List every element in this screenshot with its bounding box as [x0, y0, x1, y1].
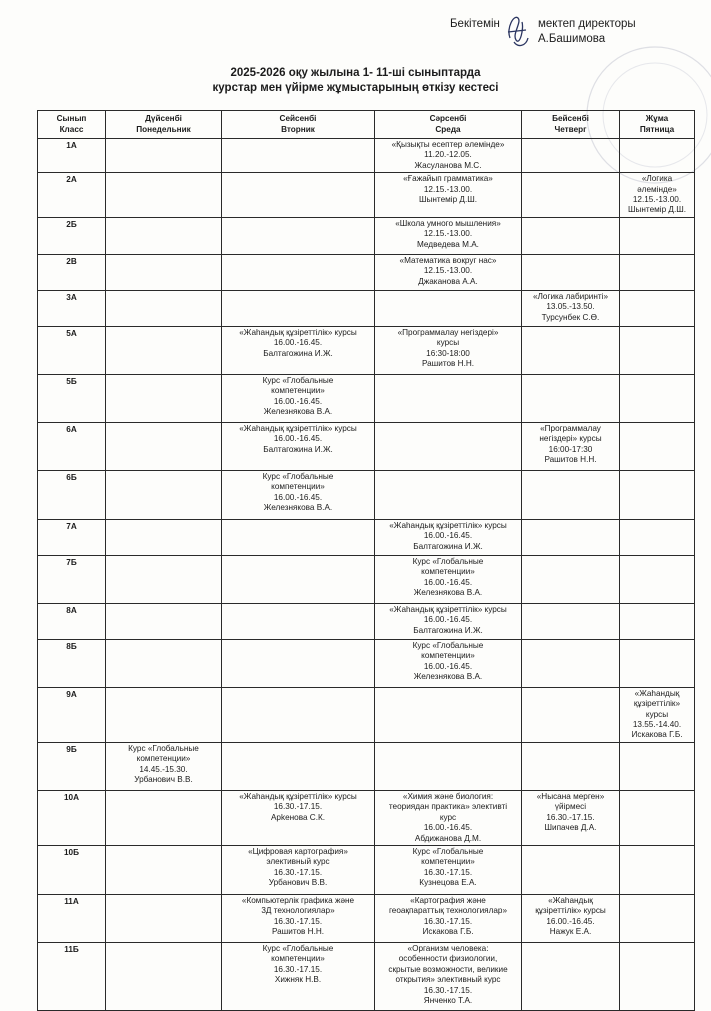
course-line: компетенции»: [136, 754, 191, 764]
course-line: Искакова Г.Б.: [631, 730, 683, 740]
schedule-row: [38, 422, 695, 470]
course-line: компетенции»: [421, 857, 475, 867]
course-line: 16.00.-16.45.: [423, 577, 473, 587]
course-line: Курс «Глобальные: [412, 640, 484, 650]
class-cell: 3А: [38, 290, 106, 326]
course-line: Шынтемір Д.Ш.: [628, 205, 686, 215]
course-cell-wed: [375, 326, 522, 374]
schedule-row: [38, 374, 695, 422]
class-cell: 2А: [38, 173, 106, 218]
course-cell-tue: [222, 326, 375, 374]
header-ru-label: Среда: [435, 124, 461, 134]
course-cell-thu: [522, 742, 620, 790]
course-line: 16.30.-17.15.: [423, 985, 473, 995]
class-cell: 2Б: [38, 217, 106, 254]
course-line: «Математика вокруг нас»: [399, 255, 497, 265]
course-cell-mon: [106, 639, 222, 687]
course-cell-fri: [620, 942, 695, 1010]
header-ru-label: Вторник: [281, 124, 315, 134]
course-cell-tue: [222, 639, 375, 687]
course-line: «Жаһандық құзіреттілік» курсы: [239, 327, 357, 337]
course-line: 12.15.-13.00.: [423, 229, 473, 239]
schedule-row: [38, 254, 695, 290]
course-line: құзіреттілік» курсы: [535, 906, 606, 916]
course-line: курсы: [436, 338, 460, 348]
class-cell: 8А: [38, 603, 106, 639]
course-line: Курс «Глобальные: [128, 743, 199, 753]
course-cell-wed: [375, 555, 522, 603]
course-cell-tue: [222, 845, 375, 894]
course-cell-fri: [620, 217, 695, 254]
course-cell-thu: [522, 290, 620, 326]
course-cell-mon: [106, 845, 222, 894]
schedule-row: [38, 603, 695, 639]
schedule-row: [38, 326, 695, 374]
schedule-row: [38, 845, 695, 894]
course-line: скрытые возможности, великие: [388, 964, 508, 974]
course-line: «Қызықты есептер әлемінде»: [391, 140, 505, 149]
course-line: «Жаһандық: [548, 895, 593, 905]
course-line: «Цифровая картография»: [248, 846, 348, 856]
schedule-row: [38, 290, 695, 326]
header-kk-label: Сынып: [56, 114, 87, 124]
course-cell-mon: [106, 217, 222, 254]
header-cell: [38, 111, 106, 139]
course-line: «Жаһандық: [634, 688, 680, 698]
course-cell-tue: [222, 374, 375, 422]
course-cell-fri: [620, 687, 695, 742]
course-line: 16:30-18:00: [426, 348, 470, 358]
course-cell-fri: [620, 139, 695, 173]
course-cell-thu: [522, 173, 620, 218]
course-cell-wed: [375, 374, 522, 422]
course-line: «Логика лабиринті»: [533, 291, 608, 301]
class-cell: 9А: [38, 687, 106, 742]
course-line: Янченко Т.А.: [423, 995, 473, 1005]
course-line: компетенции»: [271, 386, 325, 396]
course-line: 12.15.-13.00.: [423, 184, 473, 194]
header-kk-label: Сейсенбі: [279, 114, 317, 124]
class-cell: 7Б: [38, 555, 106, 603]
course-cell-thu: [522, 139, 620, 173]
course-cell-thu: [522, 603, 620, 639]
course-cell-thu: [522, 555, 620, 603]
course-line: Джаканова А.А.: [418, 276, 478, 286]
header-cell: [375, 111, 522, 139]
course-cell-tue: [222, 254, 375, 290]
course-cell-fri: [620, 894, 695, 942]
course-line: Хижняк Н.В.: [274, 975, 322, 985]
course-line: Курс «Глобальные: [412, 556, 484, 566]
course-cell-wed: [375, 173, 522, 218]
schedule-row: [38, 470, 695, 519]
course-line: 16.00.-16.45.: [546, 916, 595, 926]
schedule-row: [38, 519, 695, 555]
course-cell-thu: [522, 519, 620, 555]
course-line: открытия» элективный курс: [395, 975, 501, 985]
schedule-row: [38, 742, 695, 790]
course-line: «Организм человека:: [407, 943, 489, 953]
course-line: Рашитов Н.Н.: [271, 927, 325, 937]
course-line: 13.05.-13.50.: [546, 302, 595, 312]
schedule-row: [38, 173, 695, 218]
header-kk-label: Дүйсенбі: [145, 114, 182, 124]
course-line: компетенции»: [421, 567, 475, 577]
header-cell: [222, 111, 375, 139]
course-line: 16.30.-17.15.: [546, 812, 595, 822]
class-cell: 11А: [38, 894, 106, 942]
course-line: 16.00.-16.45.: [273, 396, 323, 406]
course-cell-tue: [222, 470, 375, 519]
schedule-row: [38, 139, 695, 173]
course-cell-tue: [222, 742, 375, 790]
course-line: 16.00.-16.45.: [423, 823, 473, 833]
approval-label: Бекітемін: [450, 18, 500, 30]
course-cell-thu: [522, 845, 620, 894]
course-cell-wed: [375, 254, 522, 290]
course-cell-fri: [620, 290, 695, 326]
course-line: «Жаһандық құзіреттілік» курсы: [389, 520, 507, 530]
schedule-row: [38, 687, 695, 742]
course-cell-mon: [106, 942, 222, 1010]
course-line: «Жаһандық құзіреттілік» курсы: [239, 423, 357, 433]
schedule-row: [38, 639, 695, 687]
course-line: құзіреттілік» курсы: [633, 699, 681, 719]
course-line: Балтагожина И.Ж.: [413, 541, 483, 551]
class-cell: 10А: [38, 790, 106, 845]
course-line: Жасуланова М.С.: [414, 160, 482, 170]
course-cell-wed: [375, 603, 522, 639]
course-line: «Жаһандық құзіреттілік» курсы: [389, 604, 507, 614]
course-line: «Компьютерлік графика және: [241, 895, 355, 905]
course-line: компетенции»: [271, 954, 325, 964]
course-cell-wed: [375, 687, 522, 742]
header-cell: [106, 111, 222, 139]
schedule-row: [38, 942, 695, 1010]
course-cell-wed: [375, 942, 522, 1010]
course-line: 16.00.-16.45.: [423, 661, 473, 671]
course-cell-mon: [106, 374, 222, 422]
course-line: Железнякова В.А.: [413, 672, 483, 682]
title-line-1: 2025-2026 оқу жылына 1- 11-ші сыныптарда: [230, 67, 481, 79]
course-line: 16.30.-17.15.: [423, 867, 473, 877]
schedule-table: [37, 110, 695, 1011]
course-cell-tue: [222, 290, 375, 326]
header-ru-label: Класс: [59, 124, 84, 134]
course-line: Железнякова В.А.: [263, 407, 333, 417]
course-line: Шипачев Д.А.: [544, 823, 597, 833]
class-cell: 2В: [38, 254, 106, 290]
course-line: компетенции»: [271, 482, 325, 492]
schedule-row: [38, 790, 695, 845]
course-line: 16.30.-17.15.: [273, 964, 323, 974]
course-line: элективный курс: [266, 857, 330, 867]
course-cell-fri: [620, 742, 695, 790]
header-kk-label: Сәрсенбі: [429, 114, 467, 124]
class-cell: 8Б: [38, 639, 106, 687]
title-line-2: курстар мен үйірме жұмыстарының өткізу кестесі: [212, 82, 499, 94]
class-cell: 10Б: [38, 845, 106, 894]
course-line: Абдижанова Д.М.: [414, 833, 482, 843]
course-cell-tue: [222, 894, 375, 942]
course-cell-mon: [106, 603, 222, 639]
course-line: «Программалау: [540, 423, 601, 433]
course-cell-thu: [522, 470, 620, 519]
course-line: Курс «Глобальные: [412, 846, 484, 856]
course-line: 16.30.-17.15.: [273, 802, 323, 812]
course-cell-mon: [106, 422, 222, 470]
course-line: 16.30.-17.15.: [423, 916, 473, 926]
course-line: «Картография және: [410, 895, 486, 905]
course-cell-fri: [620, 470, 695, 519]
course-line: 3Д технологиялар»: [261, 906, 335, 916]
director-name: А.Башимова: [538, 33, 606, 45]
course-line: Рашитов Н.Н.: [544, 455, 597, 465]
course-line: «Логика әлемінде»: [637, 174, 677, 194]
course-cell-thu: [522, 422, 620, 470]
course-cell-fri: [620, 173, 695, 218]
course-cell-fri: [620, 639, 695, 687]
course-cell-tue: [222, 603, 375, 639]
course-line: теориядан практика» элективті: [388, 802, 508, 812]
class-cell: 6Б: [38, 470, 106, 519]
class-cell: 5Б: [38, 374, 106, 422]
course-line: Арkенова С.К.: [270, 812, 326, 822]
course-line: Железнякова В.А.: [263, 503, 333, 513]
course-cell-wed: [375, 894, 522, 942]
course-line: 13.55.-14.40.: [632, 720, 682, 730]
course-line: Урбанович В.В.: [134, 775, 193, 785]
course-cell-wed: [375, 470, 522, 519]
course-line: негіздері» курсы: [539, 434, 602, 444]
course-cell-mon: [106, 790, 222, 845]
course-line: 16.00.-16.45.: [423, 531, 473, 541]
course-cell-mon: [106, 326, 222, 374]
course-cell-mon: [106, 173, 222, 218]
course-line: 16.00.-16.45.: [273, 338, 323, 348]
course-cell-tue: [222, 139, 375, 173]
class-cell: 11Б: [38, 942, 106, 1010]
course-cell-thu: [522, 326, 620, 374]
course-cell-wed: [375, 845, 522, 894]
course-line: «Нысана мерген»: [536, 791, 605, 801]
course-cell-thu: [522, 374, 620, 422]
course-cell-tue: [222, 942, 375, 1010]
signature-icon: [500, 8, 534, 52]
class-cell: 6А: [38, 422, 106, 470]
course-cell-wed: [375, 422, 522, 470]
course-line: 16.30.-17.15.: [273, 916, 323, 926]
course-line: особенности физиологии,: [398, 954, 498, 964]
course-line: Курс «Глобальные: [262, 471, 334, 481]
course-cell-mon: [106, 555, 222, 603]
course-cell-thu: [522, 687, 620, 742]
course-line: Кузнецова Е.А.: [419, 878, 477, 888]
class-cell: 9Б: [38, 742, 106, 790]
course-line: «Жаһандық құзіреттілік» курсы: [239, 791, 357, 801]
course-cell-fri: [620, 254, 695, 290]
class-cell: 7А: [38, 519, 106, 555]
course-cell-mon: [106, 687, 222, 742]
course-cell-wed: [375, 742, 522, 790]
course-line: Рашитов Н.Н.: [421, 359, 475, 369]
course-line: 16.30.-17.15.: [273, 867, 323, 877]
course-cell-wed: [375, 290, 522, 326]
course-cell-thu: [522, 894, 620, 942]
course-cell-wed: [375, 217, 522, 254]
course-line: Урбанович В.В.: [268, 878, 328, 888]
course-cell-tue: [222, 687, 375, 742]
course-line: үйірмесі: [554, 802, 587, 812]
course-cell-wed: [375, 519, 522, 555]
course-cell-fri: [620, 790, 695, 845]
course-line: 14.45.-15.30.: [139, 764, 188, 774]
course-line: 16.00.-16.45.: [423, 615, 473, 625]
course-cell-thu: [522, 254, 620, 290]
course-line: Курс «Глобальные: [262, 375, 334, 385]
course-cell-mon: [106, 894, 222, 942]
course-cell-tue: [222, 790, 375, 845]
course-cell-mon: [106, 290, 222, 326]
course-cell-thu: [522, 639, 620, 687]
course-cell-wed: [375, 639, 522, 687]
header-kk-label: Бейсенбі: [552, 114, 589, 124]
course-line: «Ғажайып грамматика»: [403, 174, 493, 184]
course-line: Нажук Е.А.: [549, 927, 592, 937]
class-cell: 1А: [38, 139, 106, 173]
course-cell-fri: [620, 555, 695, 603]
course-line: 16.00.-16.45.: [273, 434, 323, 444]
course-line: Железнякова В.А.: [413, 588, 483, 598]
course-line: «Программалау негіздері»: [397, 327, 499, 337]
schedule-row: [38, 894, 695, 942]
course-cell-wed: [375, 790, 522, 845]
course-cell-fri: [620, 422, 695, 470]
course-cell-mon: [106, 470, 222, 519]
course-line: геоақпараттық технологиялар»: [388, 906, 508, 916]
course-line: «Школа умного мышления»: [395, 218, 501, 228]
course-cell-fri: [620, 603, 695, 639]
course-line: Курс «Глобальные: [262, 943, 334, 953]
course-cell-fri: [620, 519, 695, 555]
course-line: Искакова Г.Б.: [422, 927, 474, 937]
course-cell-mon: [106, 254, 222, 290]
header-cell: [522, 111, 620, 139]
course-line: 16:00-17:30: [548, 444, 593, 454]
header-ru-label: Пятница: [639, 124, 675, 134]
course-line: Балтагожина И.Ж.: [263, 444, 333, 454]
document-title: [0, 66, 711, 96]
header-kk-label: Жұма: [645, 114, 669, 124]
course-cell-thu: [522, 217, 620, 254]
class-cell: 5А: [38, 326, 106, 374]
course-cell-fri: [620, 374, 695, 422]
course-line: 11.20.-12.05.: [424, 150, 472, 160]
director-position: мектеп директоры: [538, 18, 636, 30]
course-line: компетенции»: [421, 651, 475, 661]
header-ru-label: Четверг: [554, 124, 587, 134]
course-line: курс: [439, 812, 457, 822]
schedule-row: [38, 555, 695, 603]
header-cell: [620, 111, 695, 139]
course-cell-tue: [222, 173, 375, 218]
course-line: «Химия және биология:: [402, 791, 494, 801]
course-line: Балтагожина И.Ж.: [263, 348, 333, 358]
course-line: Медведева М.А.: [417, 239, 479, 249]
header-ru-label: Понедельник: [136, 124, 191, 134]
course-cell-tue: [222, 217, 375, 254]
course-cell-fri: [620, 845, 695, 894]
course-cell-tue: [222, 519, 375, 555]
schedule-row: [38, 217, 695, 254]
course-cell-thu: [522, 790, 620, 845]
course-line: 16.00.-16.45.: [273, 492, 323, 502]
course-line: 12.15.-13.00.: [423, 266, 473, 276]
course-line: Шынтемір Д.Ш.: [419, 195, 477, 205]
header-row: [38, 111, 695, 139]
course-cell-mon: [106, 519, 222, 555]
course-cell-wed: [375, 139, 522, 173]
course-cell-mon: [106, 742, 222, 790]
course-cell-thu: [522, 942, 620, 1010]
course-cell-fri: [620, 326, 695, 374]
course-line: Турсунбек С.Ө.: [541, 312, 600, 322]
course-line: Балтагожина И.Ж.: [413, 625, 483, 635]
course-cell-tue: [222, 555, 375, 603]
course-cell-tue: [222, 422, 375, 470]
course-cell-mon: [106, 139, 222, 173]
course-line: 12.15.-13.00.: [632, 195, 682, 205]
